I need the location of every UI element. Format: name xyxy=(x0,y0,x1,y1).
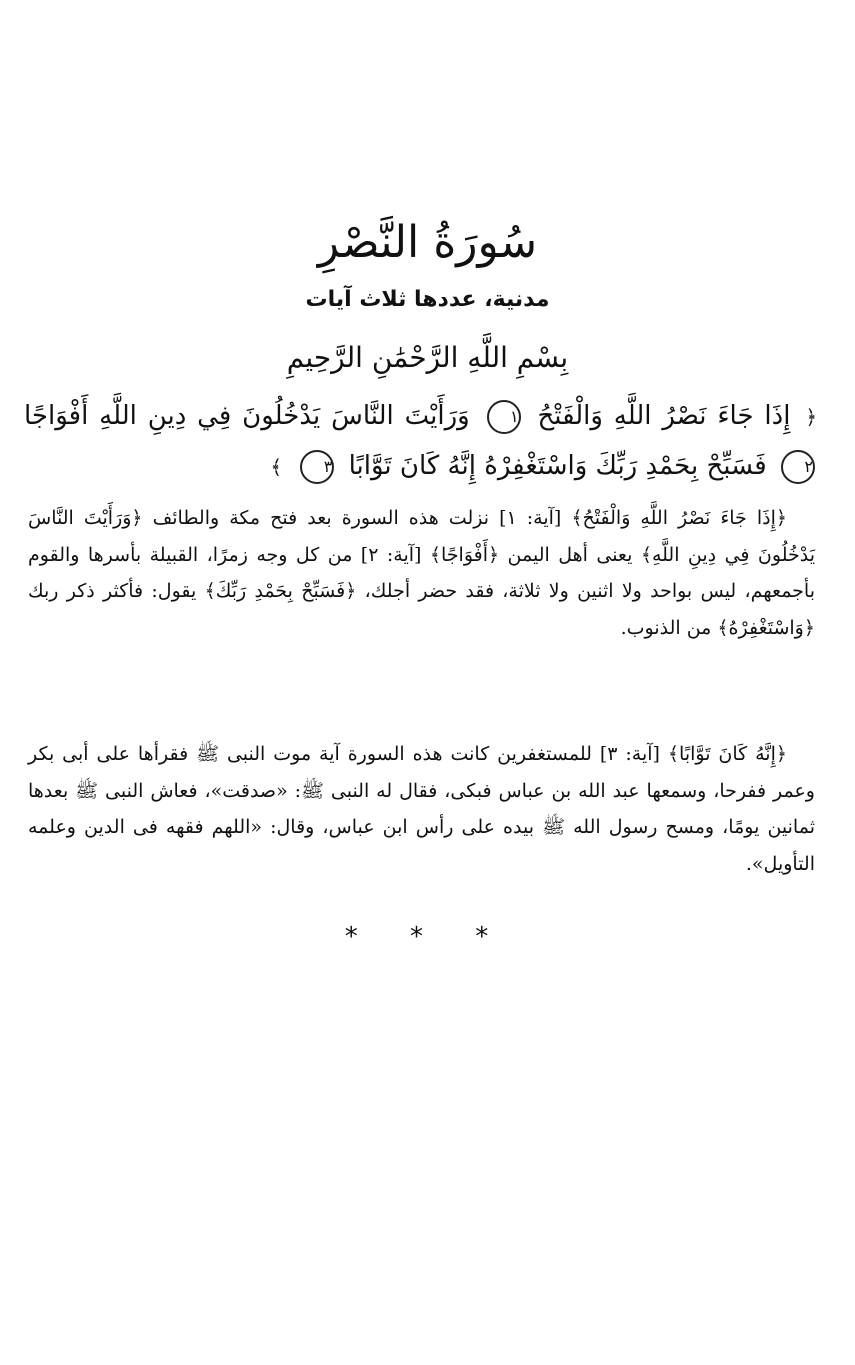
commentary-text-2: ﴿إِنَّهُ كَانَ تَوَّابًا﴾ [آية: ٣] للمستغفرين كانت هذه السورة آية موت النبى ﷺ فقرأها على أبى بكر وعمر ففرحا، وسمعها عبد الله بن عباس فبكى، فقال له النبى ﷺ: «صدقت»، فعاش النبى ﷺ بعدها ثمانين يومًا، ومسح رسول الله ﷺ بيده على رأس ابن عباس، وقال: «اللهم فقهه فى الدين وعلمه التأويل». xyxy=(28,743,815,875)
surah-meta: مدنية، عددها ثلاث آيات xyxy=(305,287,550,312)
verse-close-bracket: ﴾ xyxy=(270,455,283,479)
verse-number-3: ٣ xyxy=(300,450,334,484)
quran-verses xyxy=(24,392,821,492)
surah-title: سُورَةُ النَّصْرِ xyxy=(317,217,538,268)
verse-number-1: ١ xyxy=(487,400,521,434)
basmala: بِسْمِ اللَّهِ الرَّحْمَٰنِ الرَّحِيمِ xyxy=(286,341,569,374)
commentary-paragraph-2 xyxy=(28,736,815,882)
verse-number-2: ٢ xyxy=(781,450,815,484)
verse-open-bracket: ﴿ xyxy=(805,405,818,429)
verse-1: إِذَا جَاءَ نَصْرُ اللَّهِ وَالْفَتْحُ xyxy=(537,401,791,431)
section-separator: * * * xyxy=(344,922,511,952)
verse-2: وَرَأَيْتَ النَّاسَ يَدْخُلُونَ فِي دِينِ اللَّهِ أَفْوَاجًا xyxy=(24,401,470,431)
commentary-text-1: ﴿إِذَا جَاءَ نَصْرُ اللَّهِ وَالْفَتْحُ﴾ [آية: ١] نزلت هذه السورة بعد فتح مكة والطائف ﴿وَرَأَيْتَ النَّاسَ يَدْخُلُونَ فِي دِينِ اللَّهِ﴾ يعنى أهل اليمن ﴿أَفْوَاجًا﴾ [آية: ٢] من كل وجه زمرًا، القبيلة بأسرها والقوم بأجمعهم، ليس بواحد ولا اثنين ولا ثلاثة، فقد حضر أجلك، ﴿فَسَبِّحْ بِحَمْدِ رَبِّكَ﴾ يقول: فأكثر ذكر ربك ﴿وَاسْتَغْفِرْهُ﴾ من الذنوب. xyxy=(28,507,815,639)
verse-3: فَسَبِّحْ بِحَمْدِ رَبِّكَ وَاسْتَغْفِرْهُ إِنَّهُ كَانَ تَوَّابًا xyxy=(348,451,767,481)
commentary-paragraph-1 xyxy=(28,500,815,646)
